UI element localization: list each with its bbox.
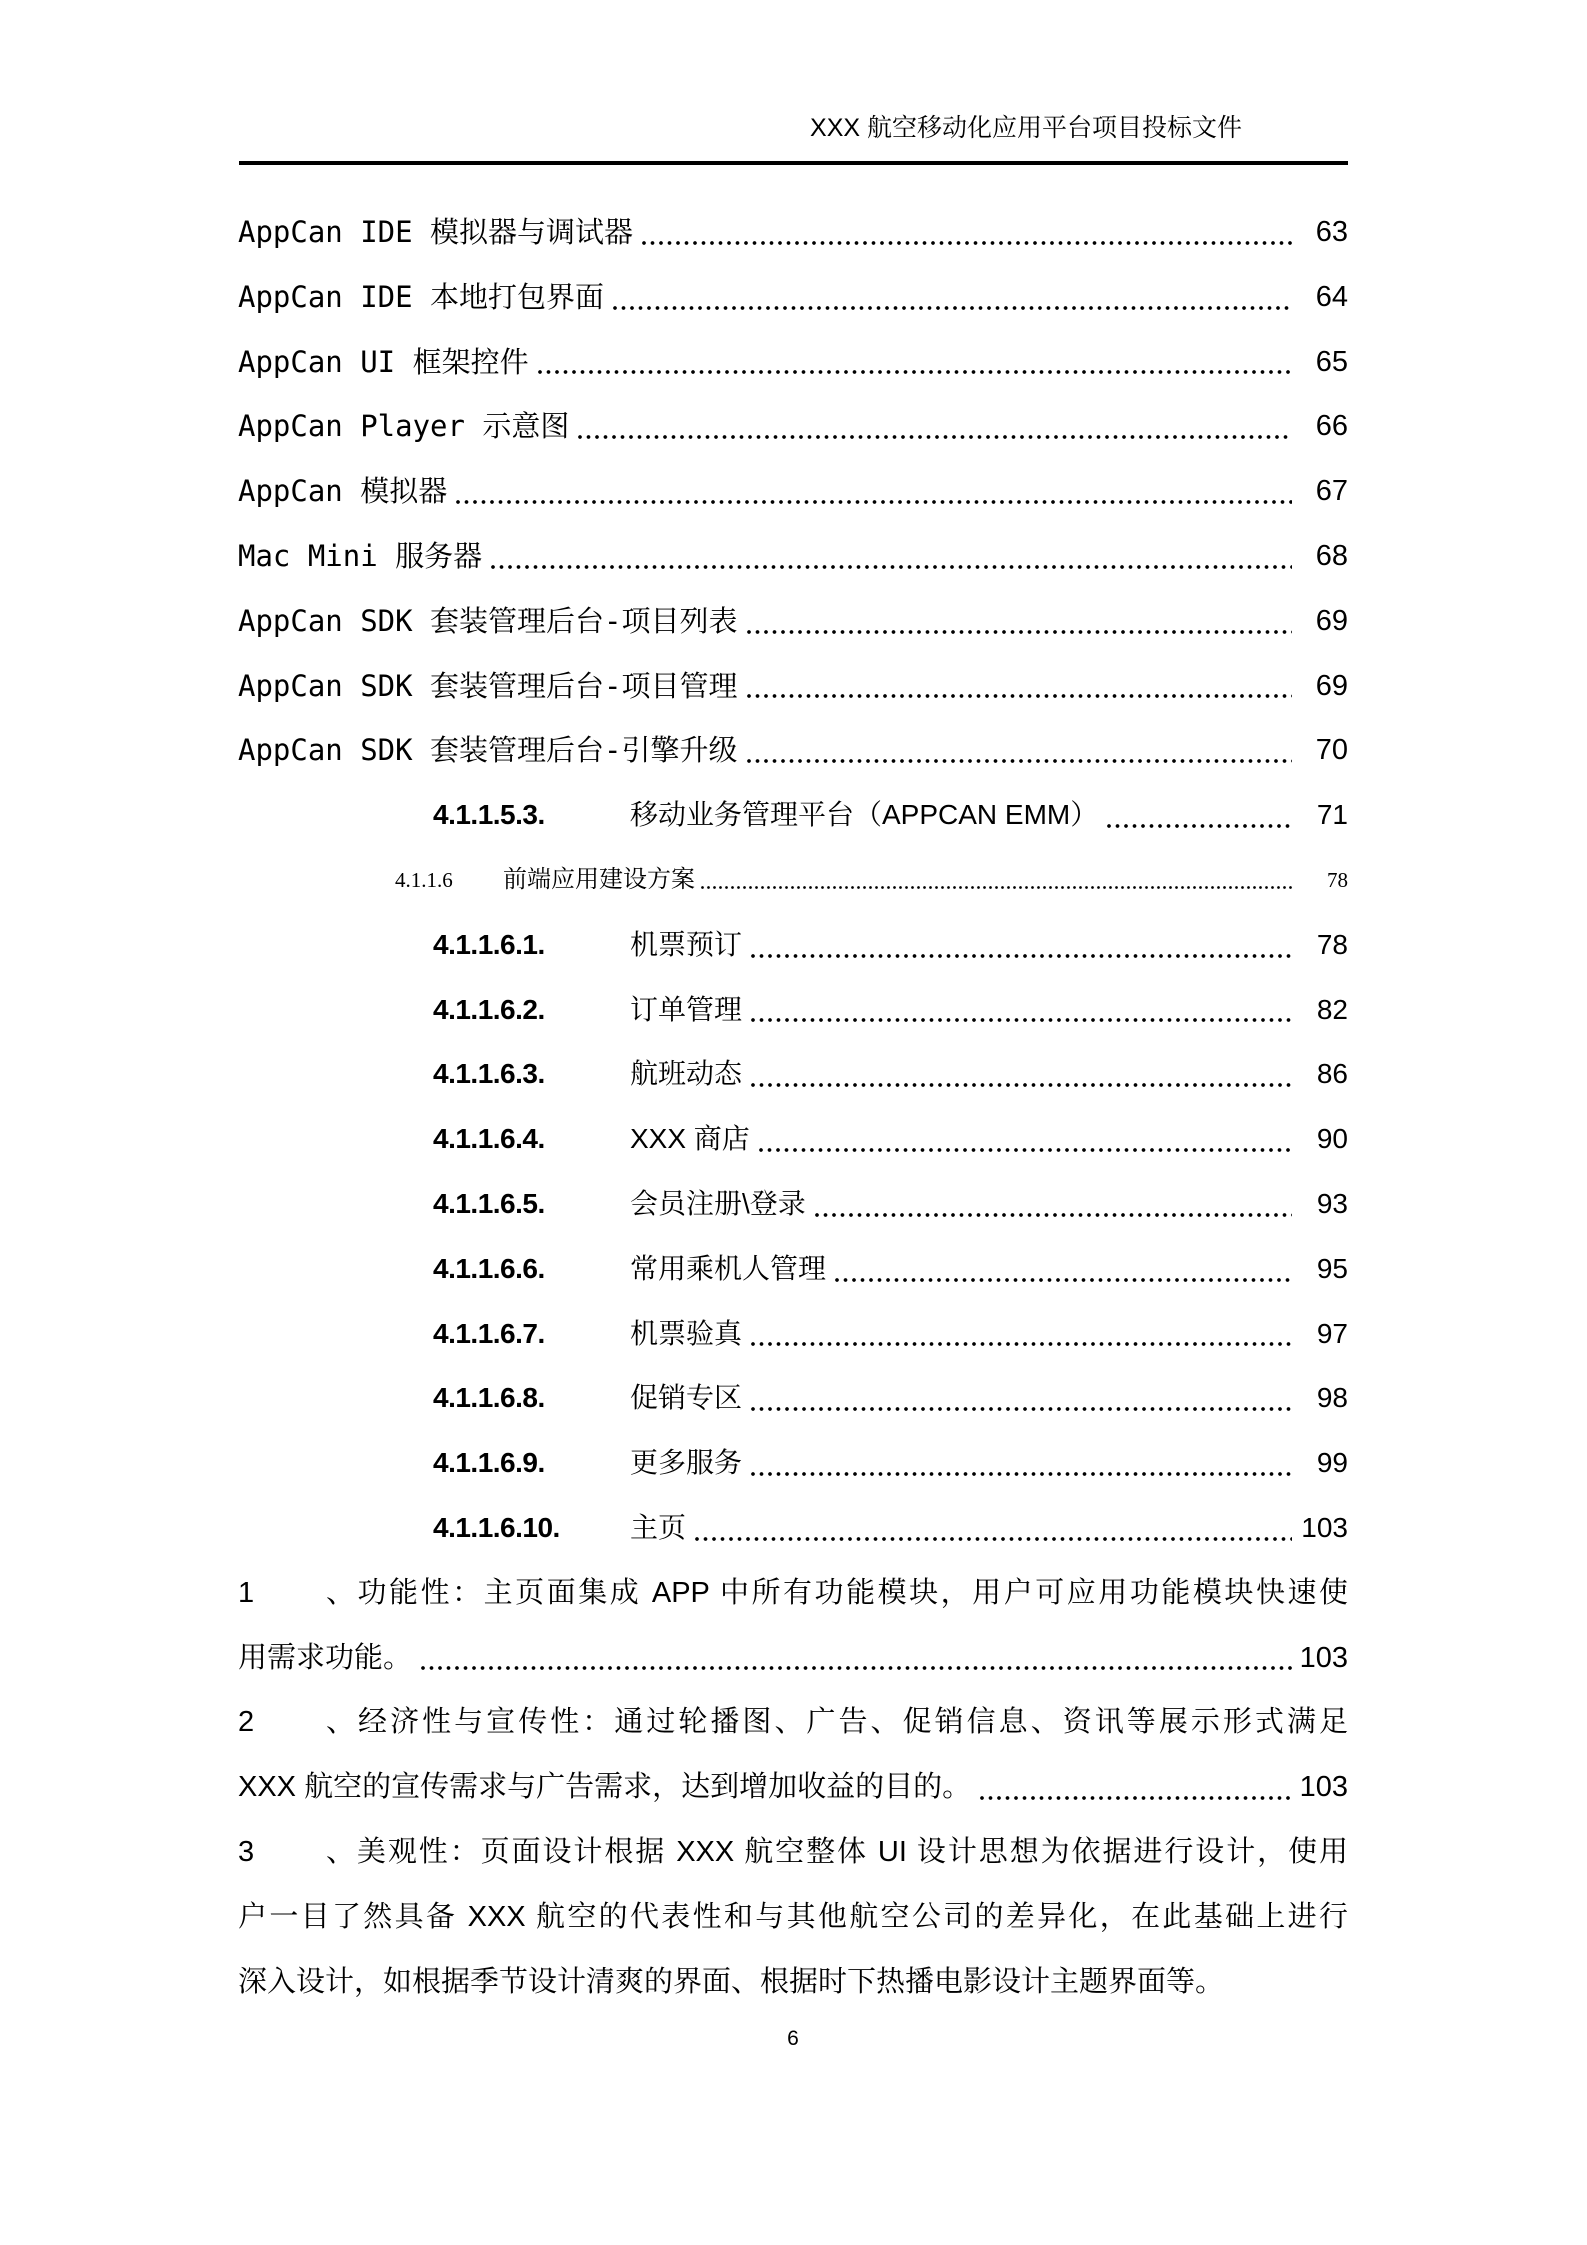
- toc-paragraph-entry[interactable]: [238, 1561, 1348, 1626]
- toc-entry-number: 4.1.1.6: [395, 867, 453, 892]
- toc-entry-page: 98: [1316, 1382, 1348, 1414]
- toc-sub-entry[interactable]: [238, 1172, 1348, 1237]
- paragraph-text: 深入设计，如根据季节设计清爽的界面、根据时下热播电影设计主题界面等。: [238, 1965, 1225, 1998]
- dot-leader: [1107, 824, 1292, 828]
- toc-sub-entry[interactable]: [238, 913, 1348, 978]
- dot-leader: [491, 565, 1292, 569]
- toc-entry-page: 82: [1316, 993, 1348, 1025]
- dot-leader: [421, 1666, 1292, 1670]
- toc-sub-entry[interactable]: [238, 1496, 1348, 1561]
- paragraph-text: 户一目了然具备 XXX 航空的代表性和与其他航空公司的差异化，在此基础上进行: [238, 1900, 1348, 1933]
- toc-entry-number: 4.1.1.6.7.: [433, 1317, 545, 1349]
- page-number: 6: [787, 2027, 799, 2050]
- toc-entry-page: 65: [1315, 345, 1348, 378]
- toc-entry-label: AppCan SDK 套装管理后台-项目管理: [238, 668, 738, 703]
- toc-entry-number: 4.1.1.5.3.: [433, 799, 545, 831]
- toc-entry-label: AppCan Player 示意图: [238, 409, 570, 444]
- toc-entry-number: 4.1.1.6.6.: [433, 1252, 545, 1284]
- dot-leader: [751, 1472, 1292, 1476]
- dot-leader: [980, 1796, 1292, 1800]
- toc-paragraph-entry[interactable]: [238, 1690, 1348, 1755]
- toc-entry-page: 97: [1316, 1317, 1348, 1349]
- toc-sub-entry[interactable]: [238, 1431, 1348, 1496]
- paragraph-text: 功能性：主页面集成 APP 中所有功能模块，用户可应用功能模块快速使: [355, 1576, 1348, 1609]
- toc-entry-page: 66: [1315, 410, 1348, 443]
- dot-leader: [751, 1342, 1292, 1346]
- toc-entry-number: 4.1.1.6.10.: [433, 1511, 560, 1543]
- toc-entry-label: 更多服务: [630, 1447, 743, 1479]
- toc-figure-entry[interactable]: [238, 589, 1348, 654]
- toc-paragraph-entry[interactable]: [238, 1820, 1348, 1885]
- paragraph-text: XXX 航空的宣传需求与广告需求，达到增加收益的目的。: [238, 1771, 972, 1804]
- toc-entry-page: 69: [1315, 604, 1348, 637]
- toc-entry-label: 常用乘机人管理: [630, 1252, 827, 1284]
- dot-leader: [747, 694, 1292, 698]
- toc-entry-number: 4.1.1.6.2.: [433, 993, 545, 1025]
- toc-entry-page: 99: [1316, 1447, 1348, 1479]
- toc-figure-entry[interactable]: [238, 330, 1348, 395]
- toc-figure-entry[interactable]: [238, 524, 1348, 589]
- toc: [238, 200, 1348, 2014]
- toc-subsection-entry[interactable]: [238, 848, 1348, 913]
- toc-paragraph-entry-continuation[interactable]: [238, 1626, 1348, 1691]
- toc-entry-label: AppCan IDE 本地打包界面: [238, 279, 605, 314]
- toc-entry-number: 4.1.1.6.8.: [433, 1382, 545, 1414]
- toc-entry-label: 会员注册\登录: [630, 1187, 806, 1219]
- toc-sub-entry[interactable]: [238, 1237, 1348, 1302]
- toc-figure-entry[interactable]: [238, 394, 1348, 459]
- toc-entry-page: 103: [1299, 1641, 1348, 1674]
- toc-entry-number: 4.1.1.6.5.: [433, 1187, 545, 1219]
- toc-entry-page: 67: [1315, 475, 1348, 508]
- paragraph-number: 3、: [238, 1835, 355, 1868]
- dot-leader: [751, 1407, 1292, 1411]
- toc-entry-number: 4.1.1.6.4.: [433, 1123, 545, 1155]
- toc-figure-entry[interactable]: [238, 654, 1348, 719]
- toc-entry-page: 71: [1316, 799, 1348, 831]
- toc-entry-label: 主页: [630, 1511, 687, 1543]
- toc-entry-page: 93: [1316, 1187, 1348, 1219]
- dot-leader: [695, 1537, 1292, 1541]
- toc-section-entry[interactable]: [238, 783, 1348, 848]
- toc-paragraph-entry-continuation[interactable]: [238, 1950, 1348, 2015]
- dot-leader: [835, 1278, 1292, 1282]
- header-rule: [239, 161, 1348, 165]
- toc-entry-label: 前端应用建设方案: [503, 866, 695, 893]
- paragraph-number: 1、: [238, 1576, 355, 1609]
- toc-entry-number: 4.1.1.6.1.: [433, 928, 545, 960]
- toc-entry-label: AppCan UI 框架控件: [238, 344, 529, 379]
- dot-leader: [701, 886, 1293, 889]
- toc-entry-page: 70: [1315, 734, 1348, 767]
- toc-entry-label: 机票预订: [630, 928, 743, 960]
- toc-sub-entry[interactable]: [238, 1302, 1348, 1367]
- toc-entry-label: AppCan IDE 模拟器与调试器: [238, 215, 634, 249]
- paragraph-text: 用需求功能。: [238, 1641, 413, 1674]
- toc-entry-page: 64: [1315, 280, 1348, 313]
- toc-sub-entry[interactable]: [238, 978, 1348, 1043]
- toc-sub-entry[interactable]: [238, 1042, 1348, 1107]
- toc-entry-label: 机票验真: [630, 1317, 743, 1349]
- dot-leader: [759, 1148, 1292, 1152]
- toc-figure-entry[interactable]: [238, 459, 1348, 524]
- dot-leader: [747, 630, 1292, 634]
- toc-entry-label: AppCan SDK 套装管理后台-项目列表: [238, 603, 738, 638]
- toc-figure-entry[interactable]: [238, 718, 1348, 783]
- toc-entry-page: 63: [1315, 216, 1348, 248]
- toc-entry-page: 103: [1301, 1511, 1348, 1543]
- toc-entry-page: 95: [1316, 1252, 1348, 1284]
- dot-leader: [751, 954, 1292, 958]
- toc-entry-label: AppCan 模拟器: [238, 474, 448, 509]
- dot-leader: [751, 1018, 1292, 1022]
- toc-entry-label: 促销专区: [630, 1382, 743, 1414]
- toc-sub-entry[interactable]: [238, 1107, 1348, 1172]
- paragraph-text: 经济性与宣传性：通过轮播图、广告、促销信息、资讯等展示形式满足: [355, 1706, 1348, 1739]
- toc-entry-page: 103: [1299, 1771, 1348, 1804]
- paragraph-number: 2、: [238, 1706, 355, 1739]
- document-header: XXX 航空移动化应用平台项目投标文件: [810, 114, 1242, 142]
- dot-leader: [613, 306, 1292, 310]
- toc-entry-number: 4.1.1.6.9.: [433, 1447, 545, 1479]
- toc-entry-label: XXX 商店: [630, 1123, 750, 1155]
- toc-paragraph-entry-continuation[interactable]: [238, 1885, 1348, 1950]
- dot-leader: [751, 1083, 1292, 1087]
- dot-leader: [538, 370, 1292, 374]
- dot-leader: [578, 435, 1292, 439]
- toc-entry-number: 4.1.1.6.3.: [433, 1058, 545, 1090]
- paragraph-text: 美观性：页面设计根据 XXX 航空整体 UI 设计思想为依据进行设计，使用: [355, 1835, 1348, 1868]
- toc-entry-page: 90: [1316, 1123, 1348, 1155]
- toc-entry-label: 订单管理: [630, 993, 743, 1025]
- toc-paragraph-entry-continuation[interactable]: [238, 1755, 1348, 1820]
- toc-entry-label: AppCan SDK 套装管理后台-引擎升级: [238, 733, 738, 768]
- toc-figure-entry[interactable]: [238, 265, 1348, 330]
- toc-entry-label: 航班动态: [630, 1058, 743, 1090]
- toc-entry-page: 68: [1315, 539, 1348, 572]
- dot-leader: [642, 241, 1292, 245]
- dot-leader: [747, 759, 1292, 763]
- toc-entry-label: 移动业务管理平台（APPCAN EMM）: [630, 799, 1099, 831]
- toc-sub-entry[interactable]: [238, 1366, 1348, 1431]
- toc-entry-page: 86: [1316, 1058, 1348, 1090]
- dot-leader: [456, 500, 1292, 504]
- dot-leader: [815, 1213, 1292, 1217]
- toc-entry-page: 69: [1315, 669, 1348, 702]
- toc-figure-entry[interactable]: [238, 200, 1348, 265]
- toc-entry-page: 78: [1327, 867, 1348, 892]
- toc-entry-page: 78: [1316, 928, 1348, 960]
- toc-entry-label: Mac Mini 服务器: [238, 538, 483, 573]
